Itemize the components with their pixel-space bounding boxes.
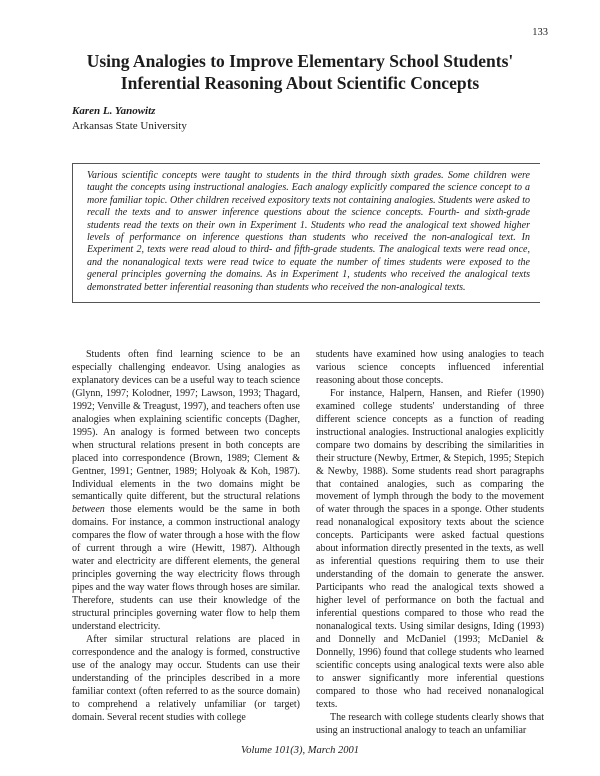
body-paragraph: After similar structural relations are placed in correspondence and the analogy is formed, constructive use of the analogy may occur. Students can use their understanding of the principles described in a more familiar context (often referred to as the source domain) to comprehend a relatively unfamiliar (or target) domain. Several recent studies with college <box>72 633 300 723</box>
abstract: Various scientific concepts were taught to students in the third through sixth grades. Some children were taught the concepts using instructional analogies. Each analogy explicitly compared the science concept to a more familiar topic. Other children received expository texts not containing analogies. Students were asked to recall the texts and to answer inference questions about the science concepts. Fourth- and sixth-grade students read the texts on their own in Experiment 1. Students who read the analogical text showed higher levels of performance on inference questions than students who received the non-analogical text. In Experiment 2, texts were read aloud to third- and fifth-grade students. The analogical texts were read once, and the nonanalogical texts were read twice to equate the number of times students were exposed to the general principles governing the domains. As in Experiment 1, students who received the analogical texts demonstrated better inferential reasoning than students who received the non-analogical texts. <box>72 163 540 303</box>
body-paragraph: students have examined how using analogies to teach various science concepts influenced inferential reasoning about those concepts. <box>316 349 544 386</box>
body-paragraph: For instance, Halpern, Hansen, and Riefer (1990) examined college students' understanding of three different science concepts as a function of reading instructional analogies. Instructional analogies explicitly compare two domains by describing the similarities in their structure (Newby, Ertmer, & Stepich, 1995; Stepich & Newby, 1988). Some students read short paragraphs that contained analogies, such as comparing the movement of lymph through the body to the movement of water through the spaces in a sponge. Other students read nonanalogical expository texts about the science concepts. Participants were asked factual questions about information directly presented in the texts, as well as inferential questions requiring them to use their understanding of the domain to generate the answer. Participants who read the analogical texts showed a higher level of performance on both the factual and inferential questions compared to those who read the nonanalogical texts. Using similar designs, Iding (1993) and Donnelly and McDaniel (1993; McDaniel & Donnelly, 1996) found that college students who learned scientific concepts using analogical texts were also able to answer significantly more inferential questions compared to those who had received nonanalogical texts. <box>316 387 544 710</box>
emphasis-text: between <box>72 504 105 516</box>
author-affiliation: Arkansas State University <box>72 120 187 132</box>
body-paragraph: The research with college students clearly shows that using an instructional analogy to teach an unfamiliar <box>316 711 544 736</box>
body-text: Students often find learning science to be an especially challenging endeavor. Using analogies as explanatory devices can be a useful way to teach science (Glynn, 1997; Kolodner, 1997; Lawson, 1993; Thagard, 1992; Venville & Treagust, 1997), and teachers often use analogies when explaining scientific concepts (Dagher, 1995). An analogy is formed between two concepts when structural relations present in both concepts are placed into correspondence (Brown, 1989; Clement & Gentner, 1991; Gentner, 1989; Holyoak & Koh, 1987). Individual elements in the two domains might be semantically quite different, but the structural relations <box>72 349 300 503</box>
body-column-left <box>72 349 300 725</box>
body-paragraph <box>72 349 300 634</box>
body-text: those elements would be the same in both domains. For instance, a common instructional analogy compares the flow of water through a hose with the flow of current through a wire (Hewitt, 1987). Although water and electricity are different elements, the general principles governing the way electricity flows through pipes and the way water flows through hoses are similar. Therefore, students can use their knowledge of the structural principles governing water flow to help them understand electricity. <box>72 504 300 633</box>
body-column-right <box>316 349 544 738</box>
paper-title: Using Analogies to Improve Elementary School Students' Inferential Reasoning About Scientific Concepts <box>86 51 514 93</box>
author-name: Karen L. Yanowitz <box>72 105 156 117</box>
journal-footer: Volume 101(3), March 2001 <box>240 745 359 756</box>
page-number: 133 <box>532 27 548 38</box>
